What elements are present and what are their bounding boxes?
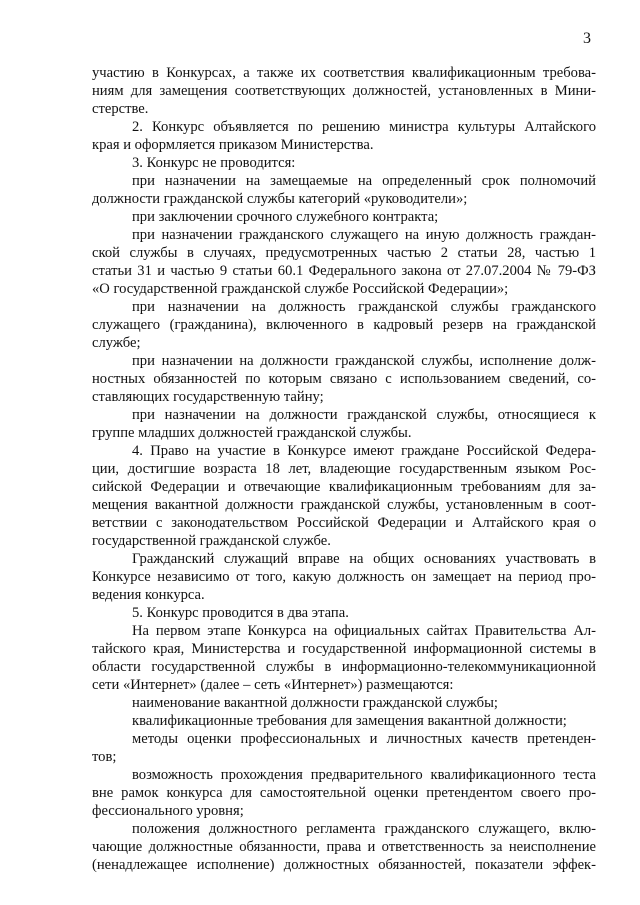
text-line: сийской Федерации и отвечающие квалификационным требованиям для за- xyxy=(92,479,596,495)
text-line: при заключении срочного служебного контракта; xyxy=(132,209,439,225)
text-line: ции, достигшие возраста 18 лет, владеющие государственным языком Рос- xyxy=(92,461,596,477)
text-line: при назначении на замещаемые на определенный срок полномочий xyxy=(132,173,596,189)
text-line: при назначении гражданского служащего на иную должность граждан- xyxy=(132,227,596,243)
text-line: ведения конкурса. xyxy=(92,587,205,603)
text-line: методы оценки профессиональных и личностных качеств претенден- xyxy=(132,731,596,747)
text-line: при назначении на должность гражданской службы гражданского xyxy=(132,299,596,315)
text-line: фессионального уровня; xyxy=(92,803,244,819)
text-line: тайского края, Министерства и государственной информационной системы в xyxy=(92,641,596,657)
text-line: 5. Конкурс проводится в два этапа. xyxy=(132,605,349,621)
text-line: ниям для замещения соответствующих должностей, установленных в Мини- xyxy=(92,83,596,99)
text-line: квалификационные требования для замещения вакантной должности; xyxy=(132,713,567,729)
text-line: Конкурсе независимо от того, какую должность он замещает на период про- xyxy=(92,569,596,585)
text-line: сети «Интернет» (далее – сеть «Интернет») размещаются: xyxy=(92,677,454,693)
text-line: ставляющих государственную тайну; xyxy=(92,389,324,405)
text-line: при назначении на должности гражданской службы, исполнение долж- xyxy=(132,353,596,369)
text-line: области государственной службы в информационно-телекоммуникационной xyxy=(92,659,596,675)
page-number: 3 xyxy=(583,30,591,47)
text-line: вне рамок конкурса для самостоятельной оценки претендентом своего про- xyxy=(92,785,596,801)
text-line: 4. Право на участие в Конкурсе имеют граждане Российской Федера- xyxy=(132,443,596,459)
text-line: наименование вакантной должности гражданской службы; xyxy=(132,695,498,711)
text-line: при назначении на должности гражданской службы, относящиеся к xyxy=(132,407,596,423)
text-line: 3. Конкурс не проводится: xyxy=(132,155,296,171)
text-line: На первом этапе Конкурса на официальных сайтах Правительства Ал- xyxy=(132,623,596,639)
text-line: 2. Конкурс объявляется по решению министра культуры Алтайского xyxy=(132,119,596,135)
text-line: статьи 31 и частью 9 статьи 60.1 Федерального закона от 27.07.2004 № 79-ФЗ xyxy=(92,263,596,279)
text-line: должности гражданской службы категорий «руководители»; xyxy=(92,191,468,207)
text-line: положения должностного регламента гражданского служащего, вклю- xyxy=(132,821,596,837)
text-line: края и оформляется приказом Министерства. xyxy=(92,137,374,153)
text-line: участию в Конкурсах, а также их соответствия квалификационным требова- xyxy=(92,65,596,81)
text-line: Гражданский служащий вправе на общих основаниях участвовать в xyxy=(132,551,596,567)
text-line: возможность прохождения предварительного квалификационного теста xyxy=(132,767,596,783)
text-line: (ненадлежащее исполнение) должностных обязанностей, показатели эффек- xyxy=(92,857,596,873)
text-line: ветствии с законодательством Российской Федерации и Алтайского края о xyxy=(92,515,596,531)
text-line: стерстве. xyxy=(92,101,149,117)
text-line: государственной гражданской службе. xyxy=(92,533,331,549)
text-line: служащего (гражданина), включенного в кадровый резерв на гражданской xyxy=(92,317,596,333)
text-line: службе; xyxy=(92,335,141,351)
text-line: группе младших должностей гражданской службы. xyxy=(92,425,412,441)
text-line: мещения вакантной должности гражданской службы, установленным в соот- xyxy=(92,497,596,513)
text-line: тов; xyxy=(92,749,117,765)
text-line: чающие должностные обязанности, права и ответственность за неисполнение xyxy=(92,839,596,855)
text-line: ностных обязанностей по которым связано с использованием сведений, со- xyxy=(92,371,596,387)
text-line: ской службы в случаях, предусмотренных частью 2 статьи 28, частью 1 xyxy=(92,245,596,261)
text-line: «О государственной гражданской службе Российской Федерации»; xyxy=(92,281,509,297)
